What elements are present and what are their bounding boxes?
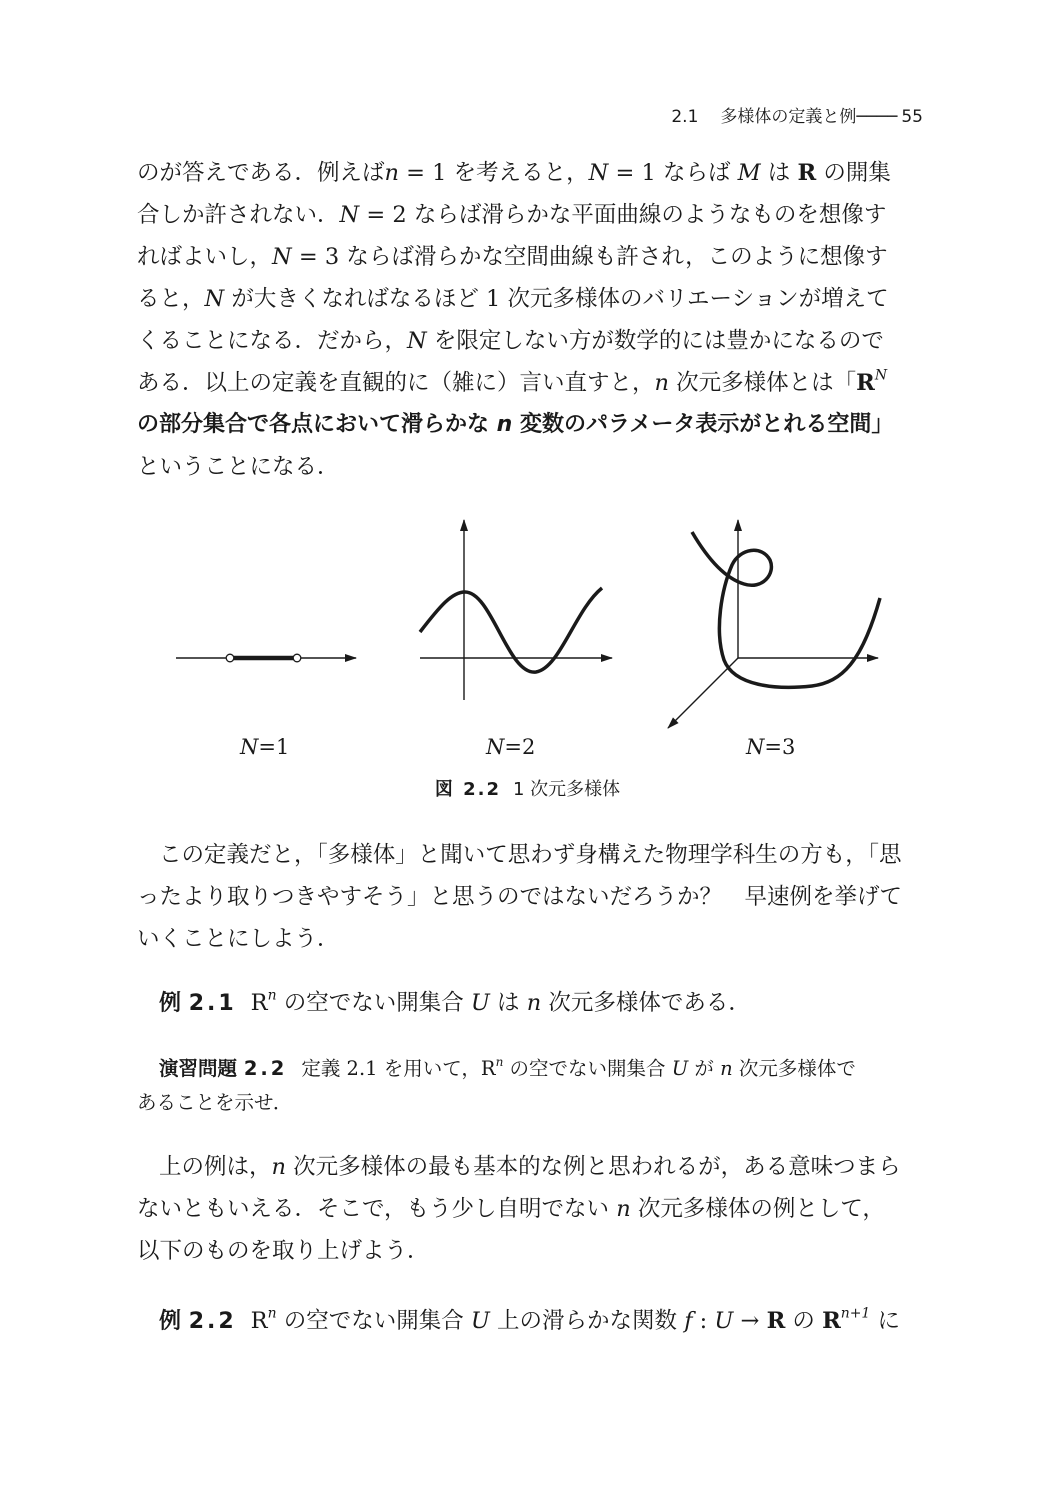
exercise-label: 演習問題 2.2 [159,1057,288,1080]
text-line: いくことにしよう． [137,926,340,952]
text-line: 例 2.2 $R^n$ の空でない開集合 U 上の滑らかな関数 f : U → R の $R^{n+1}$ に [159,1305,900,1334]
paragraph-3 [137,1146,919,1272]
header-dash: ──── [856,107,898,127]
n1-open-endpoint-left [226,654,234,662]
text-line: ある．以上の定義を直観的に（雑に）言い直すと，n 次元多様体とは「$R^N$ [137,367,888,396]
page-number: 55 [901,107,923,127]
n2-sine-curve [420,588,602,672]
n1-open-endpoint-right [293,654,301,662]
figure-label-n2: N=2 [486,735,536,759]
figure-label-n1: N=1 [240,735,290,759]
text-line: 演習問題 2.2 定義 2.1 を用いて，$R^n$ の空でない開集合 U が n 次元多様体で [159,1054,856,1080]
example-2-1 [137,982,919,1024]
text-line: ると，N が大きくなればなるほど 1 次元多様体のバリエーションが増えて [137,286,889,312]
header-section-number: 2.1 [671,107,699,127]
text-line: ったより取りつきやすそう」と思うのではないだろうか？ 早速例を挙げて [137,884,903,910]
panel-n2 [420,520,612,700]
text-line: ればよいし，N = 3 ならば滑らかな空間曲線も許され，このように想像す [137,244,888,270]
example-label: 例 2.2 [159,1309,237,1334]
panel-n1 [176,654,356,662]
figure-label-n3: N=3 [746,735,796,759]
exercise-2-2 [137,1052,919,1120]
text-line: 以下のものを取り上げよう． [137,1238,430,1264]
example-label: 例 2.1 [159,991,237,1016]
panel-n3 [668,520,880,728]
text-line: あることを示せ． [137,1091,293,1114]
emphasis-line: の部分集合で各点において滑らかな n 変数のパラメータ表示がとれる空間」 [137,412,894,437]
text-line: 合しか許されない．N = 2 ならば滑らかな平面曲線のようなものを想像す [137,202,887,228]
text-line: 例 2.1 $R^n$ の空でない開集合 U は n 次元多様体である． [159,987,751,1016]
text-line: ないともいえる．そこで，もう少し自明でない n 次元多様体の例として， [137,1196,885,1222]
text-line: のが答えである．例えばn = 1 を考えると，N = 1 ならば M は R の開集 [137,160,891,186]
text-line: 上の例は，n 次元多様体の最も基本的な例と思われるが，ある意味つまら [159,1154,901,1180]
paragraph-2 [137,834,919,960]
header-title: 多様体の定義と例 [720,107,857,127]
figure-caption: 図 2.2 1 次元多様体 [434,779,621,800]
text-line: ということになる． [137,454,340,480]
n3-space-curve [692,532,880,687]
text-line: くることになる．だから，N を限定しない方が数学的には豊かになるので [137,328,884,354]
text-line: この定義だと，「多様体」と聞いて思わず身構えた物理学科生の方も，「思 [159,842,902,868]
example-2-2 [137,1300,919,1342]
